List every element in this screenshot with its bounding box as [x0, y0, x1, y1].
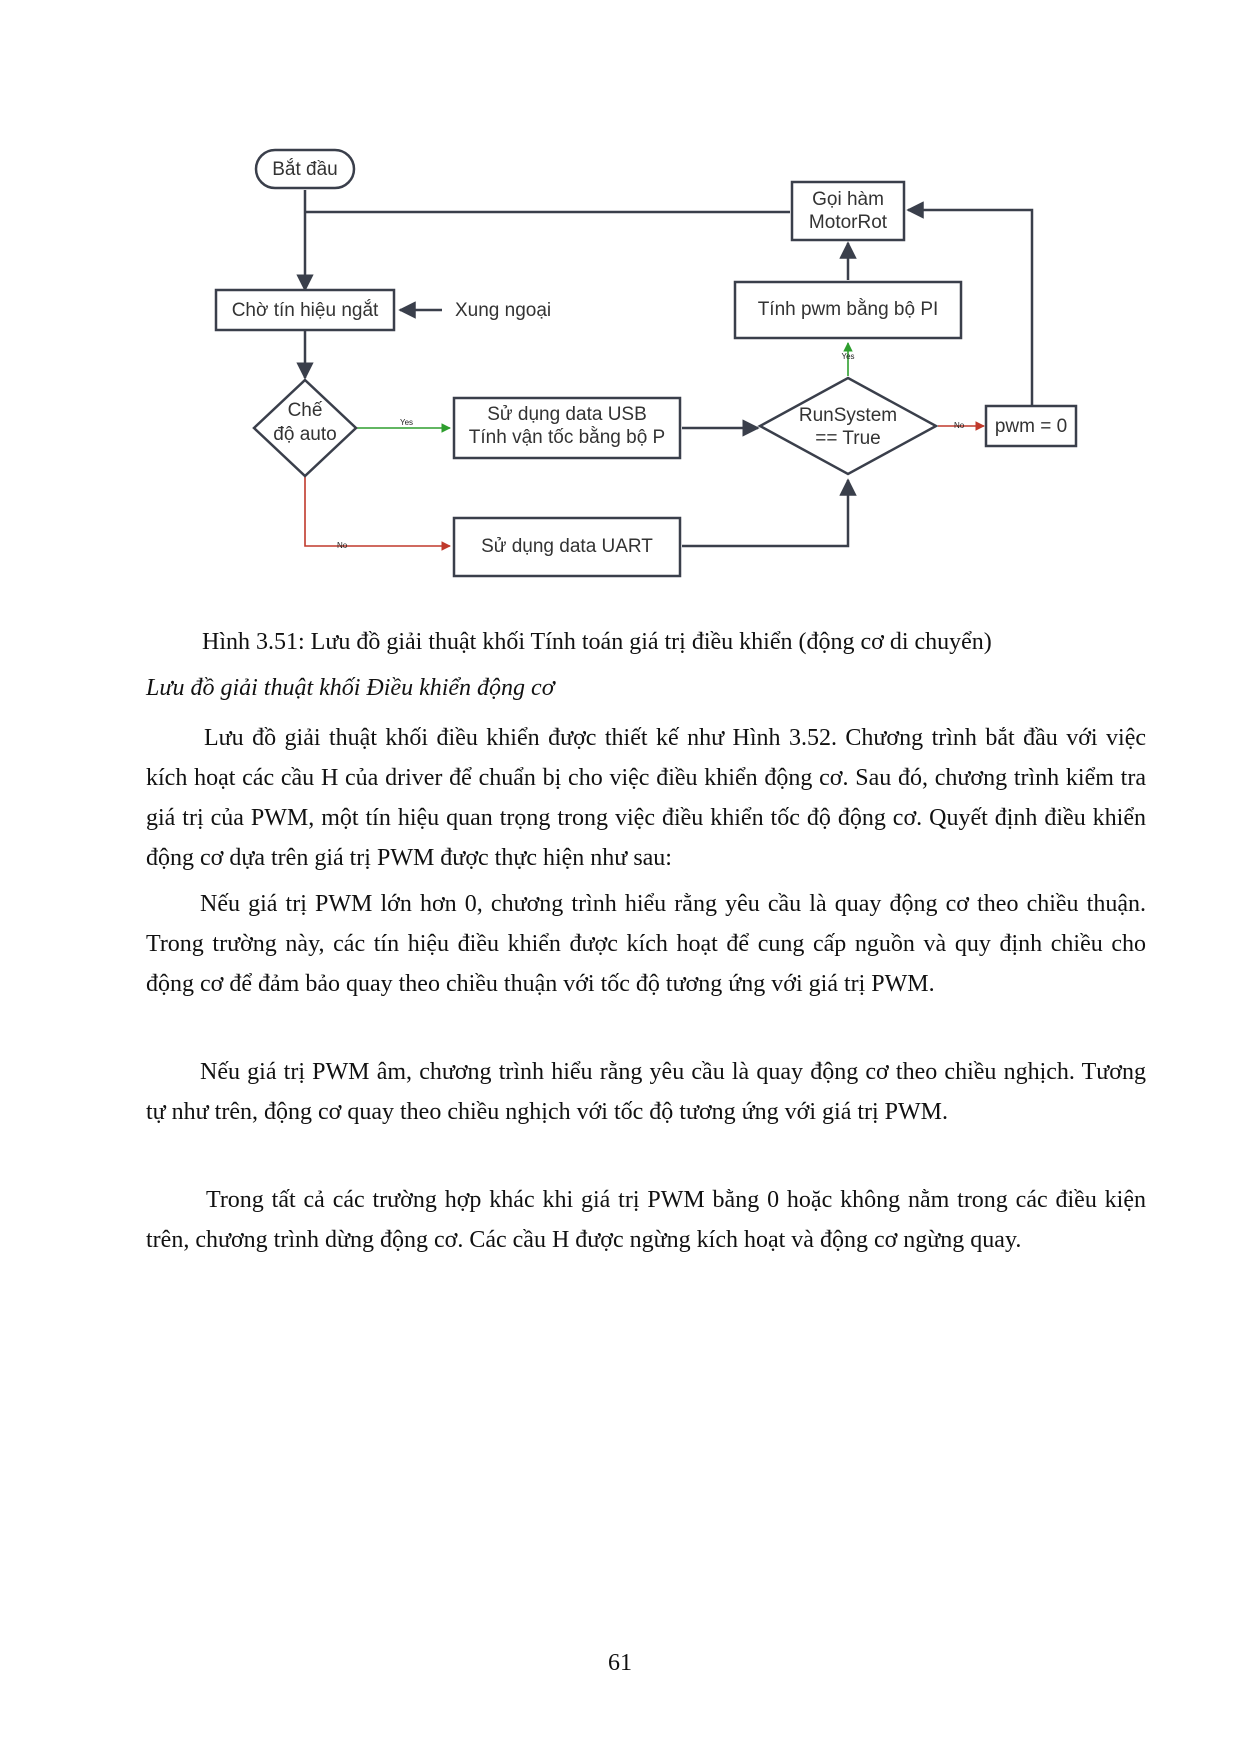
node-motorrot — [792, 182, 904, 240]
svg-text:Tính pwm bằng bộ PI: Tính pwm bằng bộ PI — [757, 299, 939, 320]
page-number: 61 — [608, 1650, 632, 1676]
edge-uart-to-run — [682, 480, 848, 546]
svg-text:== True: == True — [815, 428, 881, 449]
paragraph-2: Nếu giá trị PWM lớn hơn 0, chương trình hiểu rằng yêu cầu là quay động cơ theo chiều thuận. Trong trường này, các tín hiệu điều khiển được kích hoạt để cung cấp nguồn và quy định chiều cho động cơ để đảm bảo quay theo chiều thuận với tốc độ tương ứng với giá trị PWM. — [146, 891, 1146, 997]
section-subheading: Lưu đồ giải thuật khối Điều khiển động cơ — [146, 675, 555, 701]
label-run-yes: Yes — [841, 352, 855, 361]
svg-text:độ auto: độ auto — [273, 424, 337, 445]
svg-text:RunSystem: RunSystem — [798, 405, 898, 426]
figure-caption: Hình 3.51: Lưu đồ giải thuật khối Tính toán giá trị điều khiển (động cơ di chuyển) — [202, 629, 992, 655]
label-auto-yes: Yes — [400, 418, 414, 427]
node-usb-data — [454, 398, 680, 458]
label-external-pulse: Xung ngoại — [455, 300, 552, 321]
svg-text:pwm = 0: pwm = 0 — [994, 416, 1068, 437]
svg-text:Sử dụng data UART: Sử dụng data UART — [481, 536, 653, 557]
svg-text:Tính vận tốc bằng bộ P: Tính vận tốc bằng bộ P — [468, 427, 666, 448]
label-run-no: No — [954, 421, 965, 430]
node-decision-runsystem — [760, 378, 936, 474]
node-pi-controller — [735, 282, 961, 338]
svg-text:Sử dụng data USB: Sử dụng data USB — [487, 404, 647, 425]
svg-text:Gọi hàm: Gọi hàm — [812, 189, 884, 210]
svg-text:MotorRot: MotorRot — [808, 212, 888, 233]
node-wait-interrupt — [216, 290, 394, 330]
svg-text:Bắt đầu: Bắt đầu — [272, 159, 338, 180]
node-pwm-zero — [986, 406, 1076, 446]
svg-text:Chờ tín hiệu ngắt: Chờ tín hiệu ngắt — [231, 300, 379, 321]
node-uart-data — [454, 518, 680, 576]
label-auto-no: No — [337, 541, 348, 550]
node-decision-auto — [254, 380, 356, 476]
svg-text:Chế: Chế — [287, 400, 323, 421]
flowchart — [0, 0, 1240, 600]
paragraph-1: Lưu đồ giải thuật khối điều khiển được thiết kế như Hình 3.52. Chương trình bắt đầu với việc kích hoạt các cầu H của driver để chuẩn bị cho việc điều khiển động cơ. Sau đó, chương trình kiểm tra giá trị của PWM, một tín hiệu quan trọng trong việc điều khiển tốc độ động cơ. Quyết định điều khiển động cơ dựa trên giá trị PWM được thực hiện như sau: — [146, 725, 1146, 871]
edge-auto-no — [305, 476, 450, 546]
paragraph-3: Nếu giá trị PWM âm, chương trình hiểu rằng yêu cầu là quay động cơ theo chiều nghịch. Tương tự như trên, động cơ quay theo chiều nghịch với tốc độ tương ứng với giá trị PWM. — [146, 1059, 1146, 1125]
node-start — [256, 150, 354, 188]
paragraph-4: Trong tất cả các trường hợp khác khi giá trị PWM bằng 0 hoặc không nằm trong các điều kiện trên, chương trình dừng động cơ. Các cầu H được ngừng kích hoạt và động cơ ngừng quay. — [146, 1187, 1146, 1253]
